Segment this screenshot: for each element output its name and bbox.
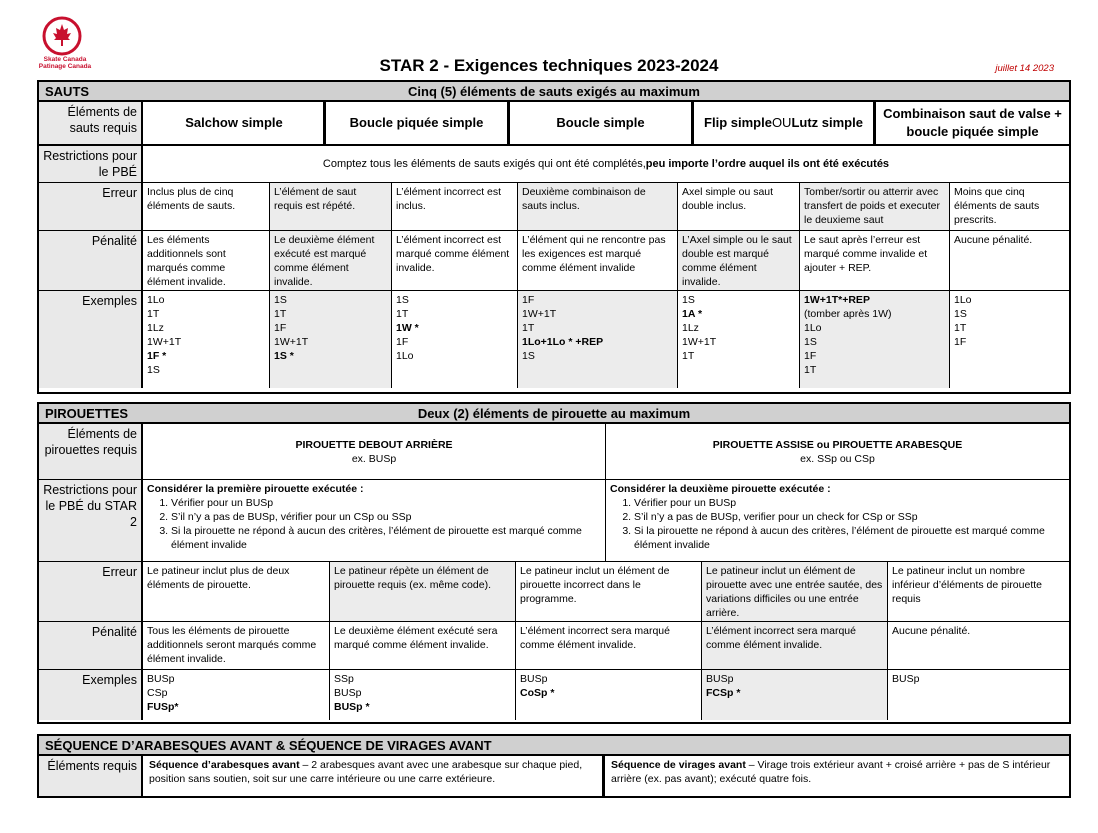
example-line: 1S — [954, 308, 967, 320]
sauts-pen-cell-6: Le saut après l’erreur est marqué comme invalide et ajouter + REP. — [799, 231, 949, 290]
example-line: 1W+1T*+REP — [804, 294, 870, 306]
pir-ex-cell-2 — [329, 670, 515, 720]
seq-header — [39, 736, 1069, 756]
sauts-ex-cell-1 — [143, 291, 269, 388]
example-line: 1F — [954, 336, 967, 348]
sauts-restr-row — [39, 144, 1069, 182]
pir-pen-row — [39, 621, 1069, 669]
sauts-pen-cell-7: Aucune pénalité. — [949, 231, 1069, 290]
req-flip-lutz: Flip simple OU Lutz simple — [691, 102, 873, 144]
sauts-req-row — [39, 102, 1069, 144]
sauts-err-cell-5: Axel simple ou saut double inclus. — [677, 183, 799, 230]
pir-err-label: Erreur — [39, 562, 143, 621]
pir-restr-second: Considérer la deuxième pirouette exécutée : 1. Vérifier pour un BUSp 2. S’il n’y a pas de BUSp, verifier pour un check for CSp or SSp 3. Si la pirouette ne répond à aucun des critères, l’élément de pirouette est marqué comme élément invalide — [605, 480, 1069, 561]
document-date: juillet 14 2023 — [995, 63, 1054, 74]
sauts-ex-cell-6 — [799, 291, 949, 388]
sauts-header — [39, 82, 1069, 102]
example-line: 1A * — [682, 308, 703, 320]
sauts-ex-row — [39, 290, 1069, 388]
sauts-err-cell-6: Tomber/sortir ou atterrir avec transfert de poids et executer le deuxieme saut — [799, 183, 949, 230]
sauts-header-subtitle: Cinq (5) éléments de sauts exigés au maximum — [408, 84, 700, 99]
example-line: 1T — [804, 364, 817, 376]
example-line: SSp — [334, 673, 354, 685]
maple-leaf-icon — [38, 16, 96, 58]
pir-restr-label: Restrictions pour le PBÉ du STAR 2 — [39, 480, 143, 561]
seq-header-title: SÉQUENCE D’ARABESQUES AVANT & SÉQUENCE DE VIRAGES AVANT — [45, 738, 492, 753]
logo-text: Skate Canada Patinage Canada — [38, 56, 92, 70]
pir-restr-row — [39, 479, 1069, 561]
pir-pen-cell-4: L’élément incorrect sera marqué comme élément invalide. — [701, 622, 887, 669]
pir-err-cell-3: Le patineur inclut un élément de pirouette incorrect dans le programme. — [515, 562, 701, 621]
example-line: BUSp — [706, 673, 734, 685]
pir-req-row — [39, 424, 1069, 479]
seq-req-label: Éléments requis — [39, 756, 143, 796]
example-line: 1T — [682, 350, 695, 362]
example-line: 1S — [522, 350, 535, 362]
example-line: 1Lo — [954, 294, 972, 306]
req-combinaison: Combinaison saut de valse + boucle piquée simple — [873, 102, 1069, 144]
example-line: BUSp — [334, 687, 362, 699]
example-line: 1T — [522, 322, 535, 334]
section-sauts — [37, 80, 1071, 394]
pir-ex-cell-5 — [887, 670, 1069, 720]
example-line: BUSp — [520, 673, 548, 685]
example-line: 1W * — [396, 322, 419, 334]
example-line: 1W+1T — [682, 336, 717, 348]
sauts-err-cell-7: Moins que cinq éléments de sauts prescrits. — [949, 183, 1069, 230]
sauts-pen-cell-2: Le deuxième élément exécuté est marqué comme élément invalide. — [269, 231, 391, 290]
pir-header-subtitle: Deux (2) éléments de pirouette au maximum — [417, 406, 691, 421]
example-line: BUSp — [892, 673, 920, 685]
pir-err-cell-2: Le patineur répète un élément de pirouette requis (ex. même code). — [329, 562, 515, 621]
sauts-pen-label: Pénalité — [39, 231, 143, 290]
pir-pen-cell-3: L’élément incorrect sera marqué comme élément invalide. — [515, 622, 701, 669]
sauts-pen-cell-5: L’Axel simple ou le saut double est marqué comme élément invalide. — [677, 231, 799, 290]
example-line: 1W+1T — [274, 336, 309, 348]
sauts-ex-cell-4 — [517, 291, 677, 388]
sauts-restr-text: Comptez tous les éléments de sauts exigés qui ont été complétés, peu importe l’ordre auquel ils ont été exécutés — [322, 158, 890, 170]
example-line: BUSp * — [334, 701, 370, 713]
sauts-err-cell-3: L’élément incorrect est inclus. — [391, 183, 517, 230]
example-line: FCSp * — [706, 687, 741, 699]
example-line: 1Lo — [804, 322, 822, 334]
pir-err-cell-1: Le patineur inclut plus de deux éléments de pirouette. — [143, 562, 329, 621]
example-line: FUSp* — [147, 701, 179, 713]
pir-ex-cell-3 — [515, 670, 701, 720]
example-line: 1T — [147, 308, 160, 320]
example-line: 1F — [804, 350, 817, 362]
pir-req-label: Éléments de pirouettes requis — [39, 424, 143, 479]
pir-pen-cell-5: Aucune pénalité. — [887, 622, 1069, 669]
example-line: 1F — [522, 294, 535, 306]
pir-err-cell-5: Le patineur inclut un nombre inférieur d’éléments de pirouette requis — [887, 562, 1069, 621]
section-sequence — [37, 734, 1071, 798]
req-salchow: Salchow simple — [143, 102, 323, 144]
sauts-ex-cell-3 — [391, 291, 517, 388]
seq-virages: Séquence de virages avant – Virage trois extérieur avant + croisé arrière + pas de S intérieur arrière (ex. pas avant); exécuté quatre fois. — [611, 759, 1051, 785]
example-line: 1S — [804, 336, 817, 348]
sauts-err-cell-4: Deuxième combinaison de sauts inclus. — [517, 183, 677, 230]
sauts-ex-cell-5 — [677, 291, 799, 388]
pir-req-assise: PIROUETTE ASSISE ou PIROUETTE ARABESQUE ex. SSp ou CSp — [605, 424, 1069, 479]
sauts-ex-label: Exemples — [39, 291, 143, 388]
sauts-pen-cell-1: Les éléments additionnels sont marqués comme élément invalide. — [143, 231, 269, 290]
example-line: 1W+1T — [147, 336, 182, 348]
example-line: 1Lo+1Lo * +REP — [522, 336, 604, 348]
example-line: (tomber après 1W) — [804, 308, 892, 320]
sauts-restr-label: Restrictions pour le PBÉ — [39, 146, 143, 182]
pir-header-title: PIROUETTES — [45, 406, 129, 421]
req-boucle: Boucle simple — [507, 102, 691, 144]
sauts-pen-cell-4: L’élément qui ne rencontre pas les exigences est marqué comme élément invalide — [517, 231, 677, 290]
sauts-err-row — [39, 182, 1069, 230]
example-line: 1S — [682, 294, 695, 306]
example-line: 1S — [274, 294, 287, 306]
pir-pen-label: Pénalité — [39, 622, 143, 669]
example-line: 1T — [954, 322, 967, 334]
pir-pen-cell-2: Le deuxième élément exécuté sera marqué comme élément invalide. — [329, 622, 515, 669]
seq-req-row — [39, 756, 1069, 796]
sauts-err-cell-1: Inclus plus de cinq éléments de sauts. — [143, 183, 269, 230]
example-line: 1S * — [274, 350, 294, 362]
section-pirouettes — [37, 402, 1071, 724]
sauts-err-cell-2: L’élément de saut requis est répété. — [269, 183, 391, 230]
example-line: 1T — [274, 308, 287, 320]
pir-req-debout: PIROUETTE DEBOUT ARRIÈRE ex. BUSp — [295, 438, 453, 465]
sauts-req-label: Éléments de sauts requis — [39, 102, 143, 144]
example-line: CSp — [147, 687, 168, 699]
sauts-header-title: SAUTS — [45, 84, 90, 99]
sauts-err-label: Erreur — [39, 183, 143, 230]
pir-ex-row — [39, 669, 1069, 720]
example-line: 1T — [396, 308, 409, 320]
example-line: CoSp * — [520, 687, 555, 699]
example-line: 1Lo — [147, 294, 165, 306]
example-line: 1F — [274, 322, 287, 334]
req-boucle-piquee: Boucle piquée simple — [323, 102, 507, 144]
example-line: 1Lz — [682, 322, 699, 334]
document-title: STAR 2 - Exigences techniques 2023-2024 — [379, 56, 719, 75]
example-line: BUSp — [147, 673, 175, 685]
sauts-ex-cell-2 — [269, 291, 391, 388]
example-line: 1Lz — [147, 322, 164, 334]
pir-ex-label: Exemples — [39, 670, 143, 720]
example-line: 1S — [396, 294, 409, 306]
pir-err-row — [39, 561, 1069, 621]
sauts-pen-row — [39, 230, 1069, 290]
example-line: 1Lo — [396, 350, 414, 362]
sauts-pen-cell-3: L’élément incorrect est marqué comme élément invalide. — [391, 231, 517, 290]
example-line: 1S — [147, 364, 160, 376]
pir-ex-cell-4 — [701, 670, 887, 720]
pir-ex-cell-1 — [143, 670, 329, 720]
pir-restr-first: Considérer la première pirouette exécutée : 1. Vérifier pour un BUSp 2. S’il n’y a pas de BUSp, vérifier pour un CSp ou SSp 3. Si la pirouette ne répond à aucun des critères, l’élément de pirouette est marqué comme élément invalide — [143, 480, 605, 561]
pir-pen-cell-1: Tous les éléments de pirouette additionnels seront marqués comme élément invalide. — [143, 622, 329, 669]
sauts-ex-cell-7 — [949, 291, 1069, 388]
pir-header — [39, 404, 1069, 424]
seq-arabesques: Séquence d’arabesques avant – 2 arabesques avant avec une arabesque sur chaque pied, position sans soutien, soit sur une carre intérieure ou une carre extérieure. — [143, 756, 605, 796]
example-line: 1W+1T — [522, 308, 557, 320]
pir-err-cell-4: Le patineur inclut un élément de pirouette avec une entrée sautée, des variations difficiles ou une entrée arrière. — [701, 562, 887, 621]
example-line: 1F — [396, 336, 409, 348]
example-line: 1F * — [147, 350, 167, 362]
